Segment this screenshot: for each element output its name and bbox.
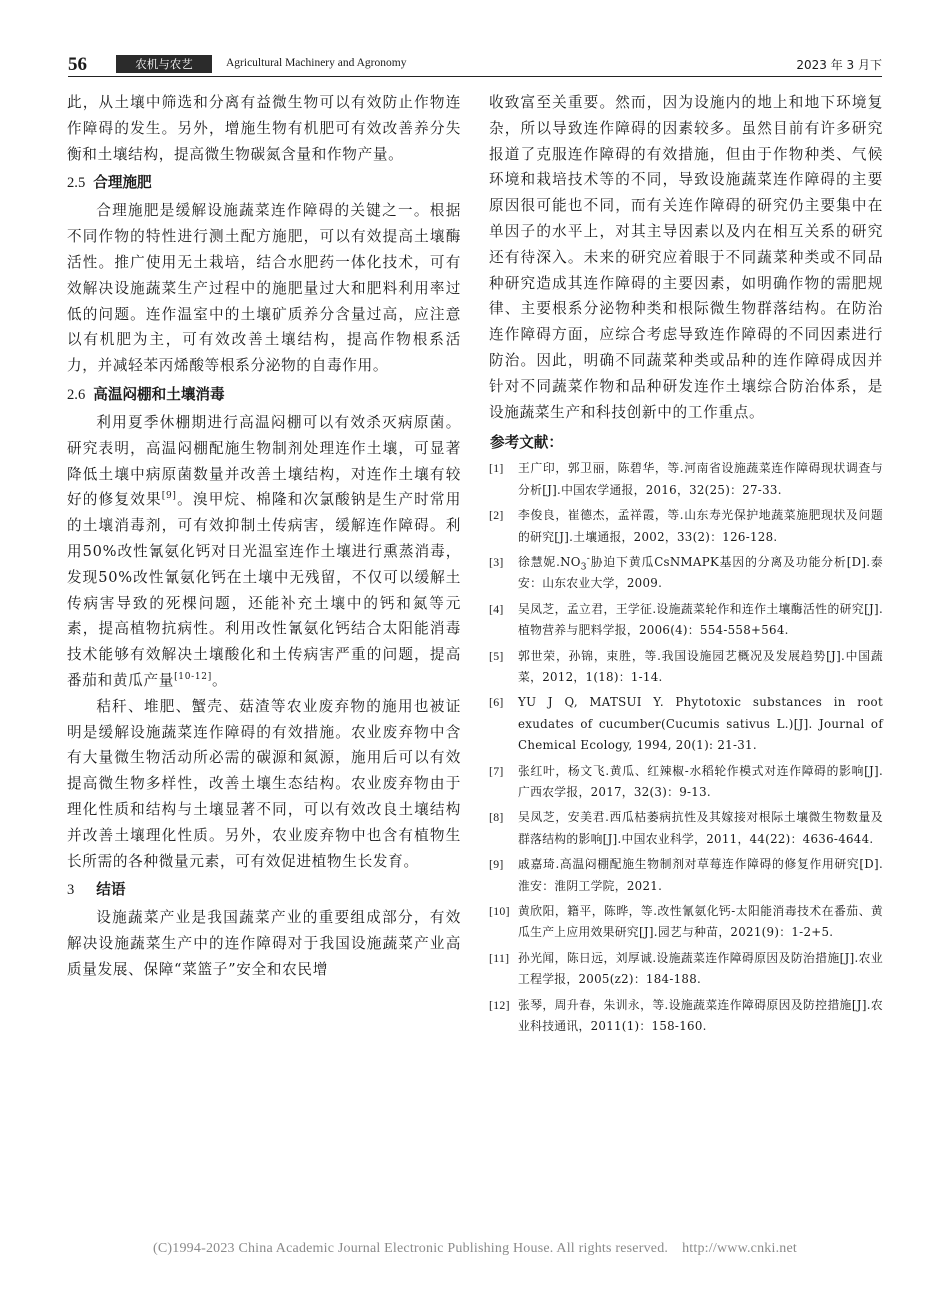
references-heading: 参考文献： xyxy=(490,434,563,452)
text-run: 徐慧妮.NO xyxy=(518,554,581,569)
paragraph-fertilization: 合理施肥是缓解设施蔬菜连作障碍的关键之一。根据不同作物的特性进行测土配方施肥，可以有效提高土壤酶活性。推广使用无土栽培，结合水肥药一体化技术，可有效解决设施蔬菜生产过程中的施肥量过大和肥料利用率过低的问题。连作温室中的土壤矿质养分含量过高，应注意以有机肥为主，可有效改善土壤结构，提高作物根系活力，并减轻苯丙烯酸等根系分泌物的自毒作用。 xyxy=(67,202,461,375)
reference-number: [4] xyxy=(489,601,504,616)
paragraph-conclusion-continued: 收致富至关重要。然而，因为设施内的地上和地下环境复杂，所以导致连作障碍的因素较多。虽然目前有许多研究报道了克服连作障碍的有效措施，但由于作物种类、气候环境和栽培技术等的不同，导致设施蔬菜连作障碍的主要原因很可能也不同，而有关连作障碍的研究仍主要集中在单因子的水平上，对其主导因素以及内在相互关系的研究还有待深入。未来的研究应着眼于不同蔬菜种类或不同品种研究造成其连作障碍的主要因素，如明确作物的需肥规律、主要根系分泌物种类和根际微生物群落结构。在防治连作障碍方面，应综合考虑导致连作障碍的不同因素进行防治。因此，明确不同蔬菜种类或品种的连作障碍成因并针对不同蔬菜作物和品种研发连作土壤综合防治体系，是设施蔬菜生产和科技创新中的工作重点。 xyxy=(489,94,883,421)
page-number: 56 xyxy=(68,54,87,75)
reference-number: [6] xyxy=(489,695,504,710)
citation: [10-12] xyxy=(174,672,212,683)
reference-text: 吴凤芝，孟立君，王学征.设施蔬菜轮作和连作土壤酶活性的研究[J].植物营养与肥料学报，2006(4)：554-558+564. xyxy=(518,601,883,638)
page-header xyxy=(0,0,950,80)
journal-name-cn: 农机与农艺 xyxy=(116,55,212,73)
reference-text: 张红叶，杨文飞.黄瓜、红辣椒-水稻轮作模式对连作障碍的影响[J].广西农学报，2017，32(3)：9-13. xyxy=(518,763,883,800)
copyright-text: (C)1994-2023 China Academic Journal Electronic Publishing House. All rights reserved. xyxy=(153,1241,669,1256)
reference-number: [10] xyxy=(489,904,510,919)
reference-text: 郭世荣，孙锦，束胜，等.我国设施园艺概况及发展趋势[J].中国蔬菜，2012，1(18)：1-14. xyxy=(518,648,883,685)
paragraph-continued: 此，从土壤中筛选和分离有益微生物可以有效防止作物连作障碍的发生。另外，增施生物有机肥可有效改善养分失衡和土壤结构，提高微生物碳氮含量和作物产量。 xyxy=(67,94,461,163)
left-column xyxy=(67,90,461,983)
reference-text: 戚嘉琦.高温闷棚配施生物制剂对草莓连作障碍的修复作用研究[D].淮安：淮阴工学院，2021. xyxy=(518,857,883,893)
section-heading-3 xyxy=(67,877,461,903)
reference-text: 吴凤芝，安美君.西瓜枯萎病抗性及其嫁接对根际土壤微生物数量及群落结构的影响[J].中国农业科学，2011，44(22)：4636-4644. xyxy=(518,810,883,846)
paragraph-agri-waste: 秸秆、堆肥、蟹壳、菇渣等农业废弃物的施用也被证明是缓解设施蔬菜连作障碍的有效措施。农业废弃物中含有大量微生物活动所必需的碳源和氮源，施用后可以有效提高微生物多样性，改善土壤生态结构。农业废弃物由于理化性质和结构与土壤显著不同，可以有效改良土壤结构并改善土壤理化性质。另外，农业废弃物中也含有植物生长所需的各种微量元素，可有效促进植物生长发育。 xyxy=(67,697,461,870)
text-run: 。溴甲烷、棉隆和次氯酸钠是生产时常用的土壤消毒剂，可有效抑制土传病害，缓解连作障碍。利用50%改性氰氨化钙对日光温室连作土壤进行熏蒸消毒，发现50%改性氰氨化钙在土壤中无残留，不仅可以缓解土传病害导致的死棵问题，还能补充土壤中的钙和氮等元素，提高植物抗病性。利用改性氰氨化钙结合太阳能消毒技术能够有效解决土壤酸化和土传病害严重的问题，提高番茄和黄瓜产量 xyxy=(67,491,462,689)
reference-text: 孙光闻，陈日远，刘厚诚.设施蔬菜连作障碍原因及防治措施[J].农业工程学报，2005(z2)：184-188. xyxy=(518,950,883,987)
reference-item xyxy=(489,995,883,1038)
reference-item xyxy=(489,646,883,689)
text-run: 胁迫下黄瓜CsNMAPK基因的分离及功能分析[D].泰安：山东农业大学，2009. xyxy=(518,554,884,591)
issue-date: 2023 年 3 月下 xyxy=(796,58,882,72)
reference-item xyxy=(489,458,883,501)
citation: [9] xyxy=(161,491,177,502)
reference-number: [5] xyxy=(489,648,504,663)
reference-text: 张琴，周升春，朱训永，等.设施蔬菜连作障碍原因及防控措施[J].农业科技通讯，2011(1)：158-160. xyxy=(518,997,883,1034)
text-run: 利用夏季休棚期进行高温闷棚可以有效杀灭病原菌。研究表明，高温闷棚配施生物制剂处理连作土壤，可显著降低土壤中病原菌数量并改善土壤结构，对连作土壤有较好的修复效果 xyxy=(67,413,461,509)
reference-item xyxy=(489,552,883,595)
reference-text: 黄欣阳，籍平，陈晔，等.改性氰氨化钙-太阳能消毒技术在番茄、黄瓜生产上应用效果研究[J].园艺与种苗，2021(9)：1-2+5. xyxy=(518,904,883,940)
reference-item xyxy=(489,854,883,897)
section-number: 2.6 xyxy=(67,386,86,403)
reference-item xyxy=(489,901,883,944)
reference-text: YU J Q, MATSUI Y. Phytotoxic substances in root exudates of cucumber(Cucumis sativus L.)[J]. Journal of Chemical Ecology, 1994, 20(1): 21-31. xyxy=(518,695,883,753)
reference-item xyxy=(489,948,883,991)
reference-number: [1] xyxy=(489,461,504,476)
reference-text xyxy=(518,555,883,590)
reference-number: [8] xyxy=(489,810,504,825)
reference-number: [2] xyxy=(489,508,504,523)
journal-name-en: Agricultural Machinery and Agronomy xyxy=(226,57,407,69)
section-title: 结语 xyxy=(96,881,126,899)
reference-text: 王广印，郭卫丽，陈碧华，等.河南省设施蔬菜连作障碍现状调查与分析[J].中国农学通报，2016，32(25)：27-33. xyxy=(518,461,883,497)
reference-number: [9] xyxy=(489,857,504,872)
paragraph-soil-disinfection xyxy=(67,410,461,694)
reference-number: [11] xyxy=(489,950,510,965)
superscript: - xyxy=(586,554,591,565)
reference-text: 李俊良，崔德杰，孟祥霞，等.山东寿光保护地蔬菜施肥现状及问题的研究[J].土壤通报，2002，33(2)：126-128. xyxy=(518,508,883,544)
section-heading-2-6 xyxy=(67,382,461,408)
section-number: 2.5 xyxy=(67,175,86,192)
footer-url[interactable]: http://www.cnki.net xyxy=(682,1241,797,1256)
reference-number: [12] xyxy=(489,997,510,1012)
paragraph-conclusion: 设施蔬菜产业是我国蔬菜产业的重要组成部分，有效解决设施蔬菜生产中的连作障碍对于我国设施蔬菜产业高质量发展、保障“菜篮子”安全和农民增 xyxy=(67,909,461,978)
copyright-footer xyxy=(0,1241,950,1257)
section-title: 合理施肥 xyxy=(93,174,152,192)
right-column xyxy=(489,90,883,1042)
reference-item xyxy=(489,761,883,804)
section-title: 高温闷棚和土壤消毒 xyxy=(93,385,225,403)
section-heading-2-5 xyxy=(67,170,461,196)
section-number: 3 xyxy=(67,882,75,899)
reference-list xyxy=(489,458,883,1037)
reference-item xyxy=(489,505,883,548)
reference-item xyxy=(489,599,883,642)
reference-number: [3] xyxy=(489,554,504,569)
subscript: 3 xyxy=(580,562,587,573)
reference-item xyxy=(489,807,883,850)
header-divider xyxy=(68,76,882,77)
reference-item xyxy=(489,692,883,756)
reference-number: [7] xyxy=(489,763,504,778)
text-run: 。 xyxy=(211,671,228,689)
